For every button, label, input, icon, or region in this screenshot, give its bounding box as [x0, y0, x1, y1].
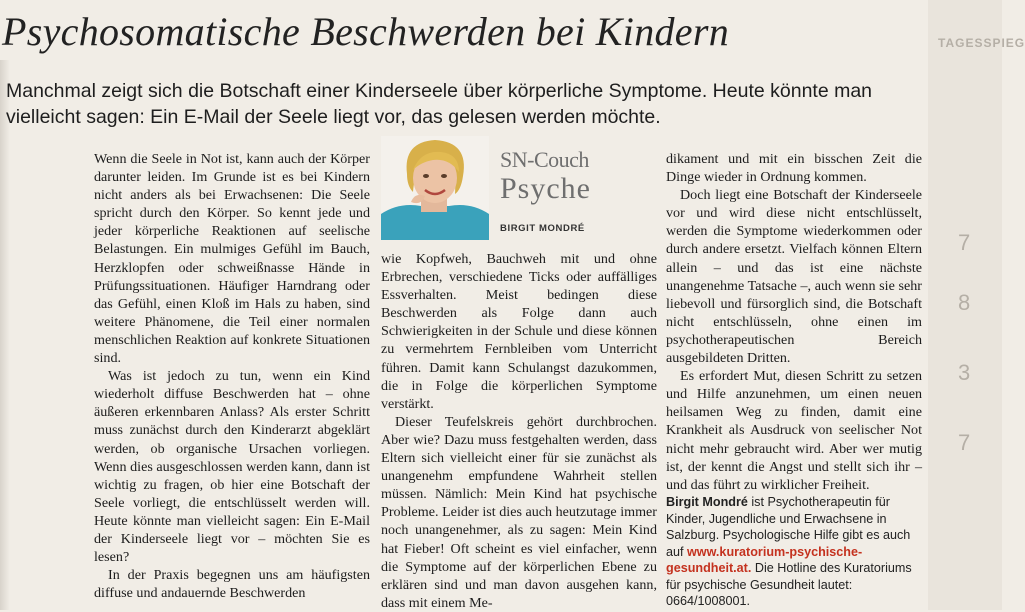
article-column-3: [666, 150, 922, 494]
paragraph: wie Kopfweh, Bauchweh mit und ohne Erbrechen, verschiedene Ticks oder auffälliges Essverhalten. Meist bedingen diese Beschwerden als Folge dann auch Schwierigkeiten in der Schule und diese können zu vermehrtem Fernbleiben vom Unterricht führen. Damit kann Schulangst dazukommen, die in Folge die körperlichen Symptome verstärkt.: [381, 251, 657, 412]
adjacent-column-edge: [928, 0, 1025, 610]
author-portrait-image: [381, 136, 489, 240]
column-kicker-line1: SN-Couch: [500, 147, 589, 172]
paragraph: Wenn die Seele in Not ist, kann auch der Körper darunter leiden. Im Grunde ist es bei Kindern nicht anders als bei Erwachsenen: Die Seele spricht durch den Körper. So kennt jede und jeder körperliche Reaktionen auf seelische Belastungen. Ein mulmiges Gefühl im Bauch, Herzklopfen oder schweißnasse Hände in Prüfungssituationen. Häufiger Harndrang oder das Gefühl, einen Kloß im Hals zu haben, sind weitere Phänomene, die Teil einer normalen menschlichen Reaktion auf konkrete Situationen sind.: [94, 151, 370, 367]
column-kicker-line2: Psyche: [500, 172, 591, 205]
adjacent-heading: TAGESSPIEG: [938, 36, 1025, 50]
paragraph: Es erfordert Mut, diesen Schritt zu setzen und Hilfe anzunehmen, um einen neuen heilsamen Weg zu finden, damit eine Krankheit als Ausdruck von seelischer Not nicht mehr gebraucht wird. Aber wer mutig ist, der kennt die Angst und stellt sich ihr – und das führt zu wirklicher Freiheit.: [666, 368, 922, 493]
author-bio: [666, 494, 922, 610]
bio-text: ist Psychotherapeutin für Kinder, Jugendliche und Erwachsene in Salzburg. Psychologische Hilfe gibt es auch auf: [666, 495, 911, 559]
paragraph: dikament und mit ein bisschen Zeit die Dinge wieder in Ordnung kommen.: [666, 151, 922, 186]
column-author-byline: BIRGIT MONDRÉ: [500, 223, 585, 234]
author-photo: [381, 136, 489, 240]
adjacent-digit: 7: [958, 230, 971, 255]
article-lead: Manchmal zeigt sich die Botschaft einer Kinderseele über körperliche Symptome. Heute könnte man vielleicht sagen: Ein E-Mail der Seele liegt vor, das gelesen werden möchte.: [6, 80, 873, 128]
paragraph: Dieser Teufelskreis gehört durchbrochen. Aber wie? Dazu muss festgehalten werden, dass Eltern sich vielleicht einer für sie zunächst als unangenehm empfundene Wahrheit stellen müssen. Nämlich: Mein Kind hat psychische Probleme. Leider ist dies auch heutzutage immer noch unangenehmer, als zu sagen: Mein Kind hat Fieber! Oft scheint es viel einfacher, wenn die Symptome auf der körperlichen Ebene zu erklären sind und man davon ausgehen kann, dass mit einem Me-: [381, 413, 657, 611]
bio-hotline-text: Die Hotline des Kuratoriums für psychische Gesundheit lautet: 0664/1008001.: [666, 561, 912, 608]
paragraph: Doch liegt eine Botschaft der Kinderseele vor und wird diese nicht entschlüsselt, werden die Symptome wiederkommen oder durch andere ersetzt. Vielfach können Eltern allein – und das ist eine nächste unangenehme Tatsache –, auch wenn sie sehr liebevoll und fürsorglich sind, die Botschaft nicht entschlüsseln, ohne einen im psychotherapeutischen Bereich ausgebildeten Dritten.: [666, 187, 922, 367]
article-column-1: [94, 150, 370, 602]
adjacent-digit: 8: [958, 290, 971, 315]
adjacent-digit: 3: [958, 360, 971, 385]
paragraph: In der Praxis begegnen uns am häufigsten diffuse und andauernde Beschwerden: [94, 567, 370, 602]
paragraph: Was ist jedoch zu tun, wenn ein Kind wiederholt diffuse Beschwerden hat – ohne äußeren erkennbaren Anlass? Als erster Schritt muss zunächst durch den Kinderarzt abgeklärt werden, ob organische Ursachen vorliegen. Wenn dies ausgeschlossen werden kann, dann ist wichtig zu fragen, ob hier eine Botschaft der Seele vorliegt, die entschlüsselt werden will. Heute könnte man vielleicht sagen: Ein E-Mail der Kinderseele liegt vor – möchten Sie es lesen?: [94, 368, 370, 566]
adjacent-digit: 7: [958, 430, 971, 455]
page-fold-shadow: [0, 60, 10, 610]
bio-website-link[interactable]: www.kuratorium-psychische-gesundheit.at.: [666, 544, 863, 575]
article-column-2: [381, 250, 657, 612]
bio-author-name: Birgit Mondré: [666, 495, 748, 509]
article-headline: Psychosomatische Beschwerden bei Kindern: [2, 9, 730, 54]
